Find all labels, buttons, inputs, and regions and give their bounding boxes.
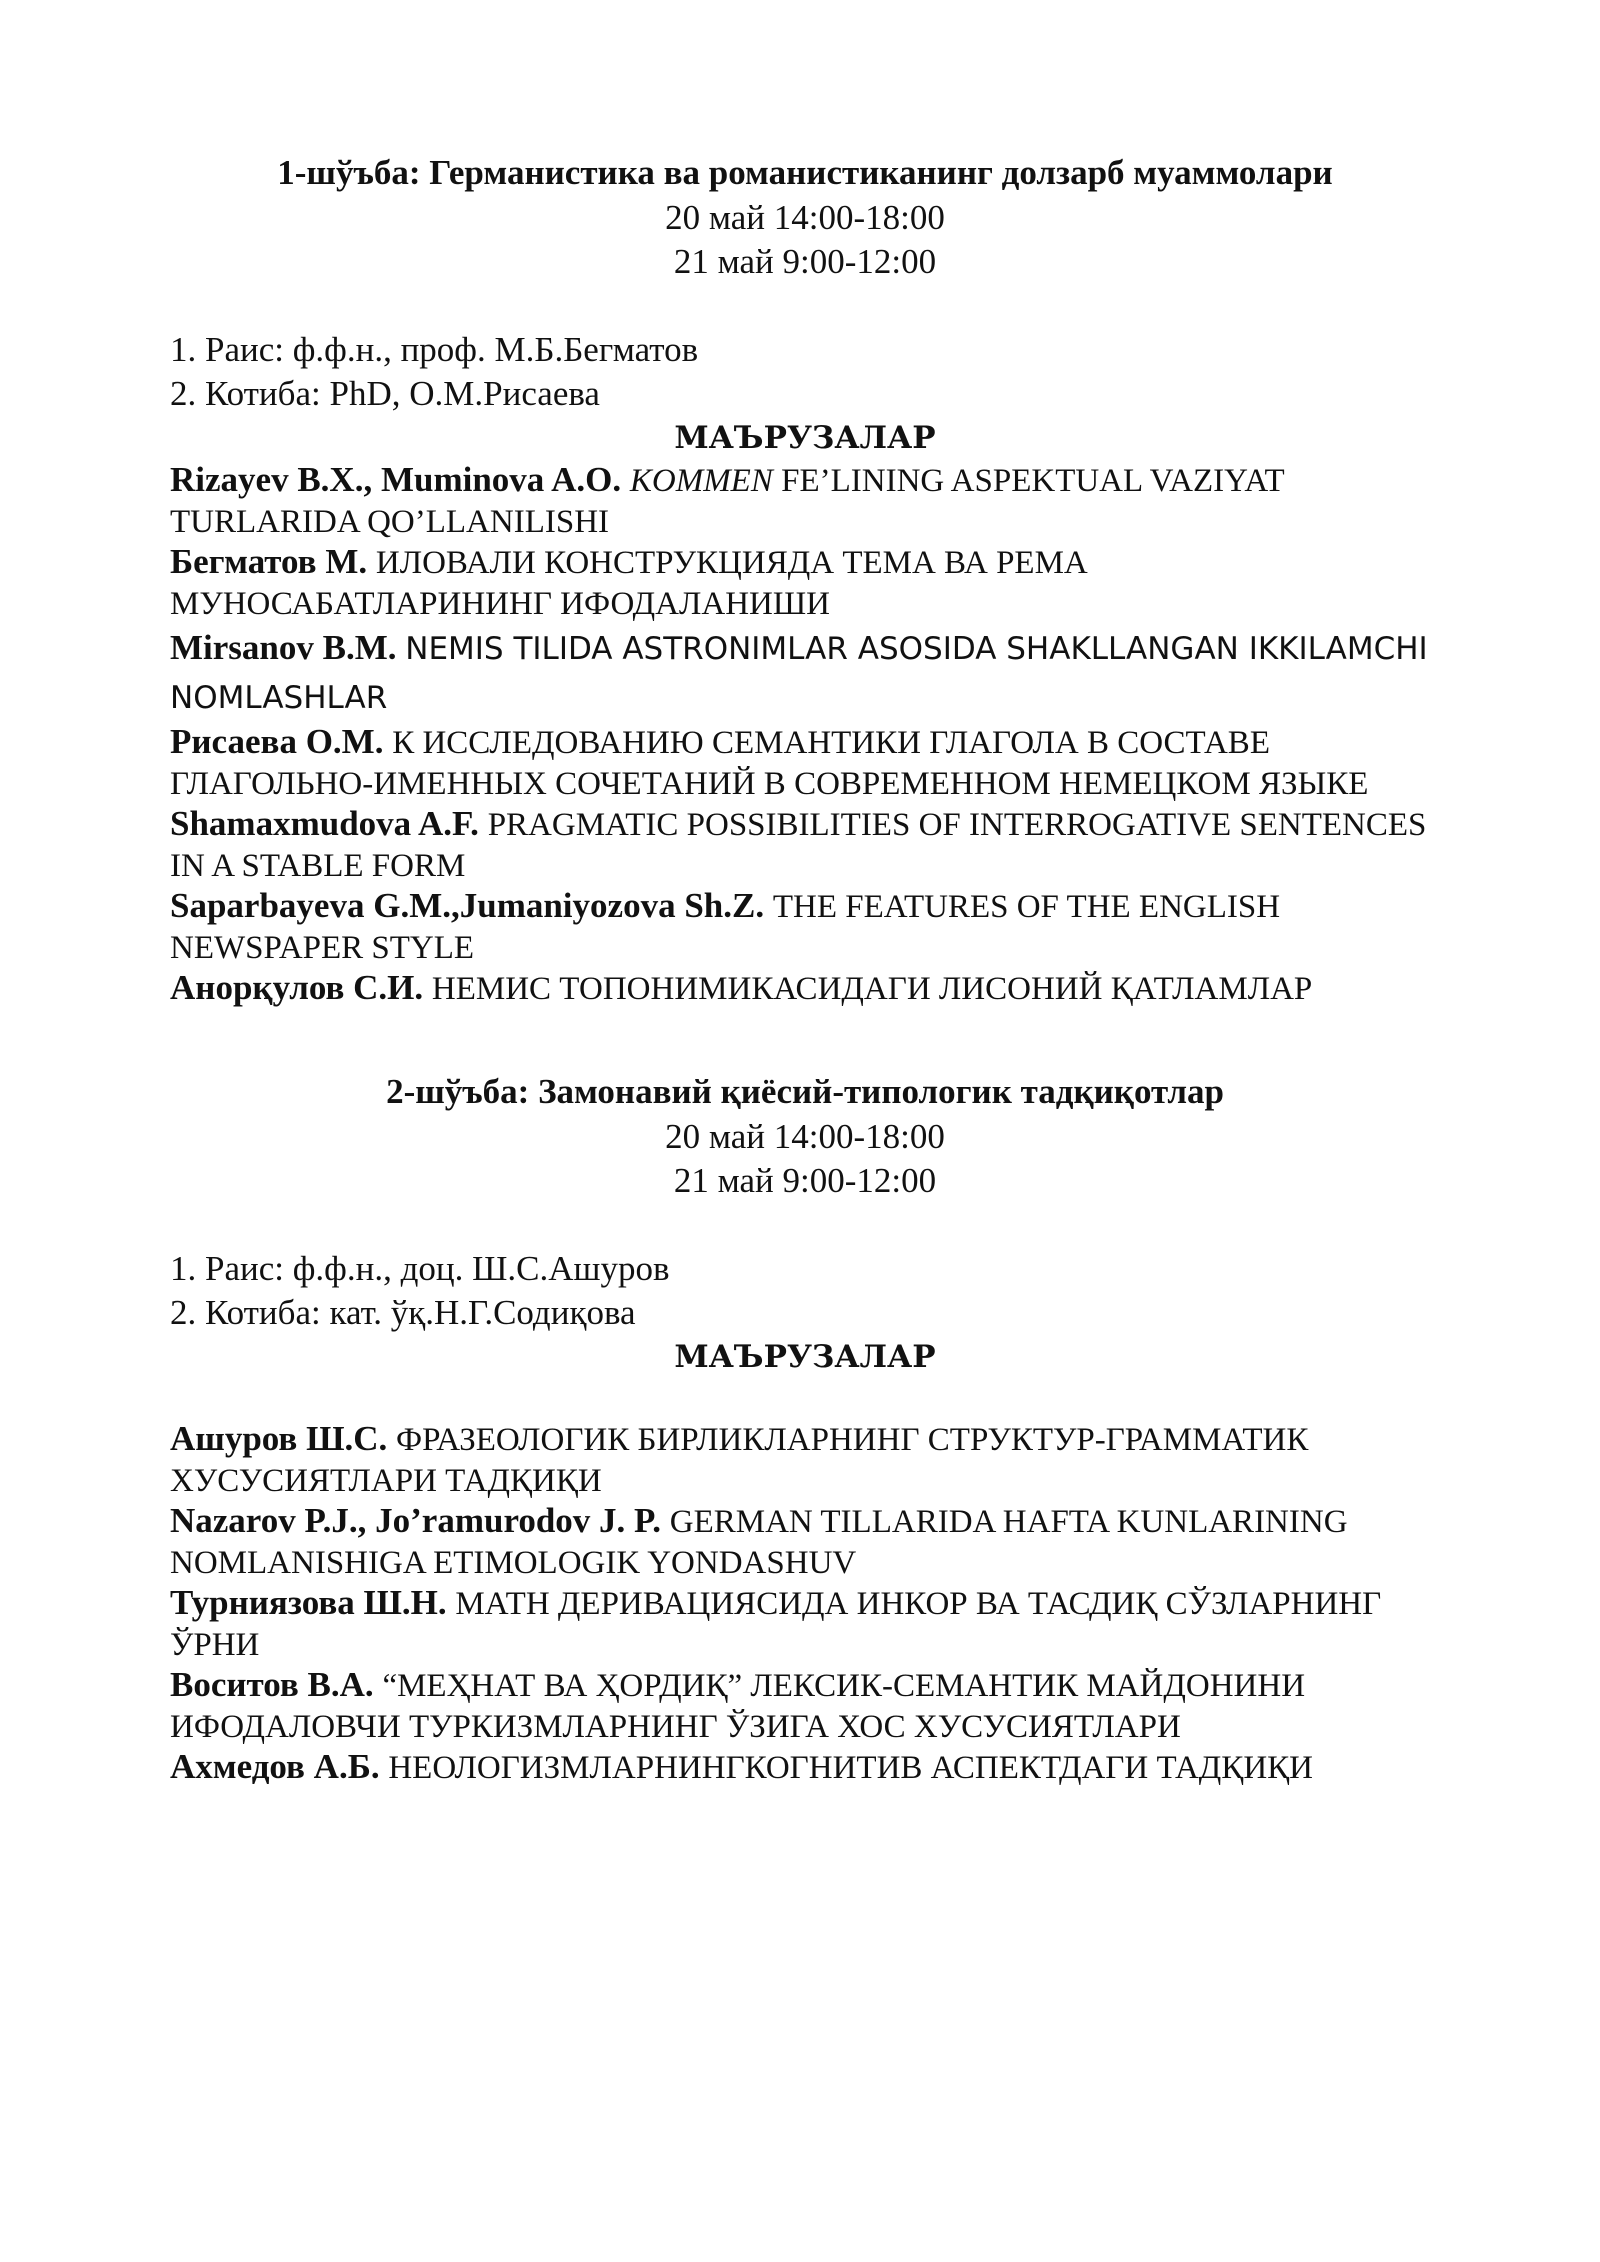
report-title: НЕОЛОГИЗМЛАРНИНГКОГНИТИВ АСПЕКТДАГИ ТАДҚИҚИ <box>388 1750 1313 1786</box>
secretary-line: 2. Котиба: кат. ўқ.Н.Г.Содиқова <box>170 1293 636 1332</box>
report-title: THE FEATURES OF THE ENGLISH NEWSPAPER STYLE <box>170 889 1281 966</box>
section-1 <box>170 150 1440 1009</box>
report-author: Турниязова Ш.Н. <box>170 1583 447 1622</box>
report-item <box>170 1665 1440 1747</box>
report-item <box>170 1747 1440 1788</box>
report-author: Rizayev B.X., Muminova A.O. <box>170 460 622 499</box>
section-time-day2: 21 май 9:00-12:00 <box>673 242 937 281</box>
secretary-line: 2. Котиба: PhD, О.М.Рисаева <box>170 374 600 413</box>
report-title: FE’LINING ASPEKTUAL VAZIYAT TURLARIDA QO’LLANILISHI <box>170 463 1285 540</box>
section-time-day1: 20 май 14:00-18:00 <box>665 198 945 237</box>
report-item <box>170 886 1440 968</box>
section-officers <box>170 328 1440 416</box>
report-author: Mirsanov B.M. <box>170 628 397 667</box>
report-author: Анорқулов С.И. <box>170 968 424 1007</box>
report-title: “МЕҲНАТ ВА ҲОРДИҚ” ЛЕКСИК-СЕМАНТИК МАЙДОНИНИ ИФОДАЛОВЧИ ТУРКИЗМЛАРНИНГ ЎЗИГА ХОС ХУСУСИЯТЛАРИ <box>170 1668 1306 1745</box>
report-item <box>170 542 1440 624</box>
report-item <box>170 460 1440 542</box>
report-author: Ахмедов А.Б. <box>170 1747 380 1786</box>
section-title: 2-шўъба: Замонавий қиёсий-типологик тадқиқотлар <box>386 1072 1224 1111</box>
section-time-day1: 20 май 14:00-18:00 <box>665 1117 945 1156</box>
section-title: 1-шўъба: Германистика ва романистиканинг долзарб муаммолари <box>277 153 1333 192</box>
report-title: ФРАЗЕОЛОГИК БИРЛИКЛАРНИНГ СТРУКТУР-ГРАММАТИК ХУСУСИЯТЛАРИ ТАДҚИҚИ <box>170 1422 1309 1499</box>
report-item <box>170 722 1440 804</box>
report-item <box>170 1583 1440 1665</box>
report-item <box>170 624 1440 722</box>
report-title-italic: KOMMEN <box>629 463 773 499</box>
report-author: Ашуров Ш.С. <box>170 1419 388 1458</box>
report-item <box>170 968 1440 1009</box>
report-item <box>170 804 1440 886</box>
report-title: НЕМИС ТОПОНИМИКАСИДАГИ ЛИСОНИЙ ҚАТЛАМЛАР <box>431 971 1313 1007</box>
reports-heading: МАЪРУЗАЛАР <box>674 420 936 456</box>
section-officers <box>170 1247 1440 1335</box>
report-title: ИЛОВАЛИ КОНСТРУКЦИЯДА ТЕМА ВА РЕМА МУНОСАБАТЛАРИНИНГ ИФОДАЛАНИШИ <box>170 545 1088 622</box>
report-author: Saparbayeva G.M.,Jumaniyozova Sh.Z. <box>170 886 765 925</box>
report-author: Рисаева О.М. <box>170 722 384 761</box>
reports-heading: МАЪРУЗАЛАР <box>674 1339 936 1375</box>
report-title: GERMAN TILLARIDA HAFTA KUNLARINING NOMLANISHIGA ETIMOLOGIK YONDASHUV <box>170 1504 1348 1581</box>
report-author: Бегматов М. <box>170 542 368 581</box>
section-2 <box>170 1069 1440 1788</box>
chair-line: 1. Раис: ф.ф.н., доц. Ш.С.Ашуров <box>170 1249 670 1288</box>
report-item <box>170 1501 1440 1583</box>
section-time-day2: 21 май 9:00-12:00 <box>673 1161 937 1200</box>
report-author: Shamaxmudova A.F. <box>170 804 479 843</box>
chair-line: 1. Раис: ф.ф.н., проф. М.Б.Бегматов <box>170 330 699 369</box>
report-title: PRAGMATIC POSSIBILITIES OF INTERROGATIVE SENTENCES IN A STABLE FORM <box>170 807 1427 884</box>
report-title: К ИССЛЕДОВАНИЮ СЕМАНТИКИ ГЛАГОЛА В СОСТАВЕ ГЛАГОЛЬНО-ИМЕННЫХ СОЧЕТАНИЙ В СОВРЕМЕННОМ НЕМЕЦКОМ ЯЗЫКЕ <box>170 725 1369 802</box>
report-item <box>170 1419 1440 1501</box>
report-author: Воситов В.А. <box>170 1665 374 1704</box>
report-title: МАТН ДЕРИВАЦИЯСИДА ИНКОР ВА ТАСДИҚ СЎЗЛАРНИНГ ЎРНИ <box>170 1586 1382 1663</box>
document-page <box>170 150 1440 1848</box>
report-title: NEMIS TILIDA ASTRONIMLAR ASOSIDA SHAKLLANGAN IKKILAMCHI NOMLASHLAR <box>170 631 1428 716</box>
report-author: Nazarov P.J., Jo’ramurodov J. P. <box>170 1501 661 1540</box>
